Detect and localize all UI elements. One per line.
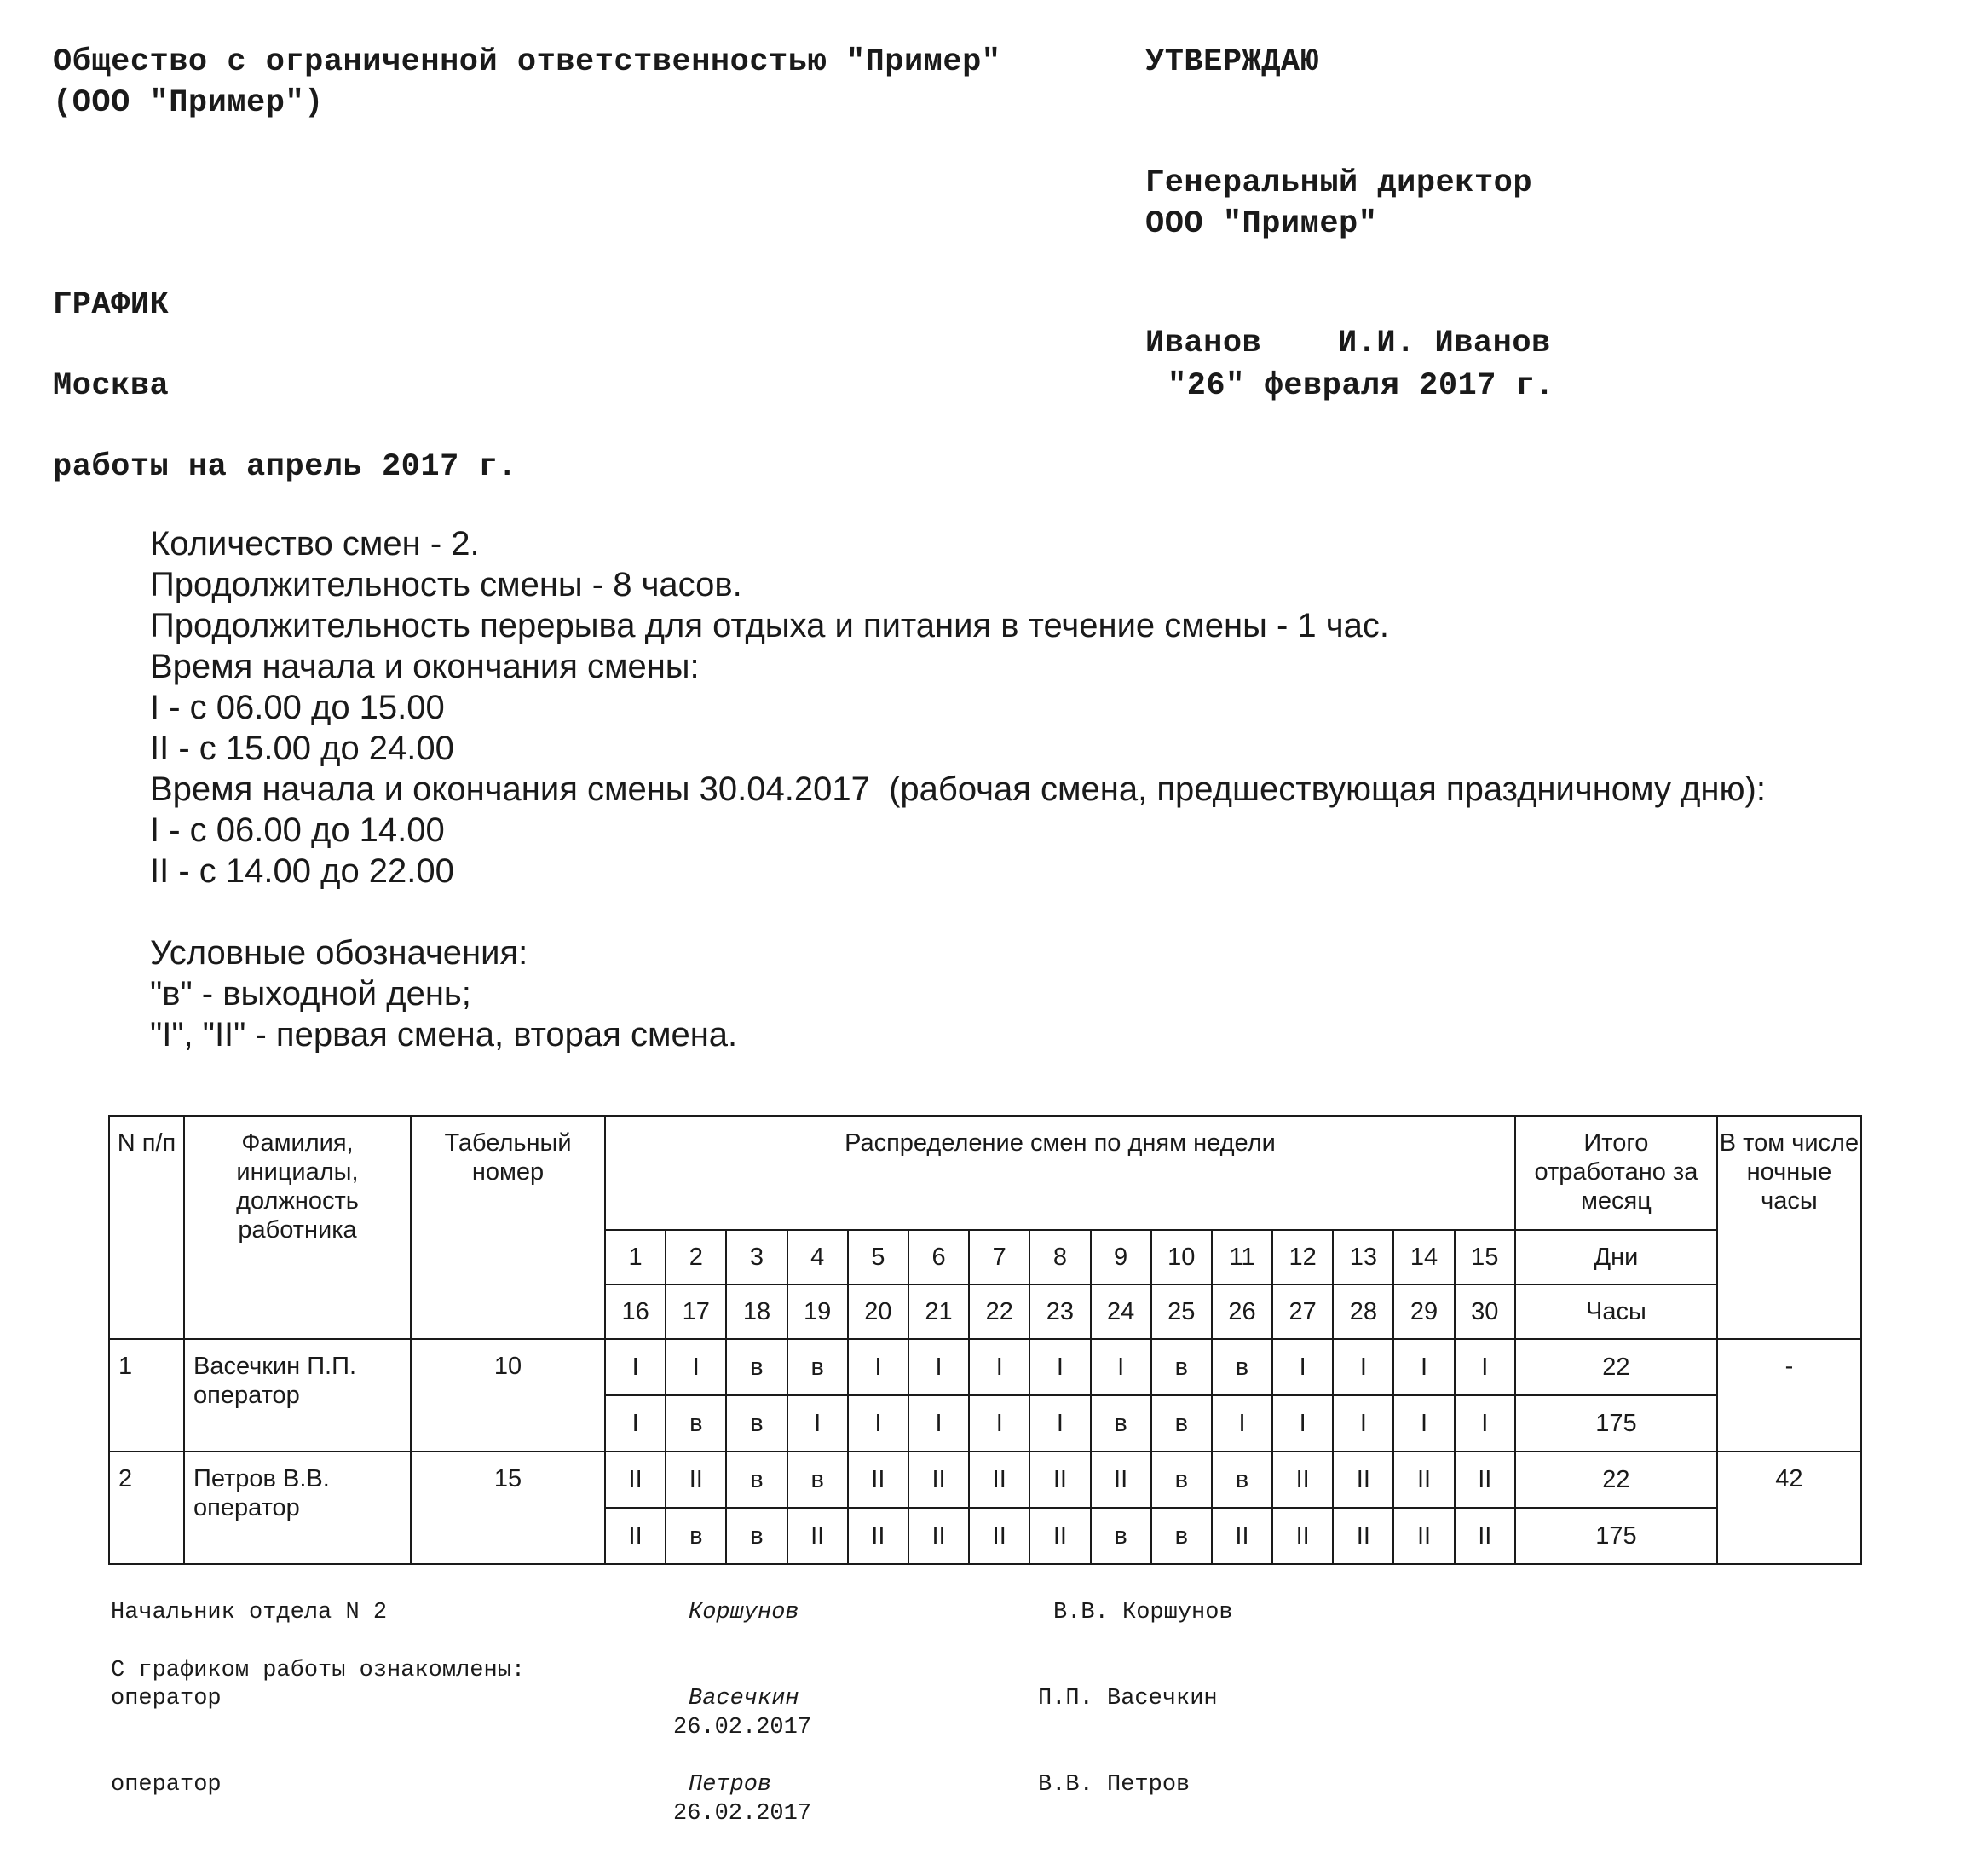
- day-number: 28: [1333, 1284, 1393, 1339]
- schedule-table: [108, 1115, 1862, 1565]
- day-number: 20: [848, 1284, 908, 1339]
- header-shift-distribution: Распределение смен по дням недели: [605, 1116, 1515, 1230]
- day-number: 18: [726, 1284, 787, 1339]
- day-number: 2: [666, 1230, 726, 1284]
- shift-cell: II: [1393, 1508, 1454, 1564]
- shift-cell: в: [726, 1395, 787, 1452]
- legend-day-off: "в" - выходной день;: [150, 975, 471, 1013]
- shift-cell: I: [1029, 1339, 1090, 1395]
- acquainted-title: С графиком работы ознакомлены:: [111, 1658, 526, 1683]
- row-employee: [184, 1452, 411, 1564]
- employee-name: Васечкин П.П.: [193, 1353, 357, 1380]
- shift-cell: в: [1212, 1339, 1272, 1395]
- row-night-hours: -: [1717, 1339, 1861, 1452]
- param-holiday-shift-1-time: I - с 06.00 до 14.00: [150, 811, 445, 849]
- shift-cell: I: [1455, 1339, 1515, 1395]
- shift-cell: в: [1151, 1508, 1212, 1564]
- shift-cell: II: [1029, 1508, 1090, 1564]
- day-number: 1: [605, 1230, 666, 1284]
- day-number: 27: [1272, 1284, 1333, 1339]
- row-days-total: 22: [1515, 1339, 1717, 1395]
- shift-cell: в: [1151, 1395, 1212, 1452]
- organization-name: Общество с ограниченной ответственностью "Пример": [53, 44, 1001, 80]
- day-number: 21: [908, 1284, 969, 1339]
- employee-date: 26.02.2017: [673, 1715, 812, 1740]
- day-number: 15: [1455, 1230, 1515, 1284]
- param-shift-duration: Продолжительность смены - 8 часов.: [150, 566, 742, 603]
- shift-cell: II: [1029, 1452, 1090, 1508]
- shift-cell: в: [787, 1452, 848, 1508]
- head-signature: Коршунов: [689, 1600, 799, 1625]
- shift-cell: I: [1029, 1395, 1090, 1452]
- shift-cell: I: [1272, 1395, 1333, 1452]
- param-shift-2-time: II - с 15.00 до 24.00: [150, 730, 454, 767]
- shift-cell: I: [605, 1339, 666, 1395]
- shift-cell: в: [726, 1339, 787, 1395]
- employee-date: 26.02.2017: [673, 1801, 812, 1827]
- shift-cell: II: [1393, 1452, 1454, 1508]
- shift-cell: I: [1393, 1339, 1454, 1395]
- shift-cell: I: [787, 1395, 848, 1452]
- approve-date: "26" февраля 2017 г.: [1167, 368, 1555, 404]
- day-number: 25: [1151, 1284, 1212, 1339]
- shift-cell: I: [1393, 1395, 1454, 1452]
- shift-cell: I: [1272, 1339, 1333, 1395]
- shift-cell: II: [1272, 1452, 1333, 1508]
- day-number: 24: [1091, 1284, 1151, 1339]
- document-subtitle: работы на апрель 2017 г.: [53, 449, 517, 485]
- employee-signature: Васечкин: [689, 1686, 799, 1711]
- shift-cell: в: [1212, 1452, 1272, 1508]
- param-shift-1-time: I - с 06.00 до 15.00: [150, 689, 445, 726]
- shift-cell: II: [1333, 1452, 1393, 1508]
- shift-cell: II: [1272, 1508, 1333, 1564]
- shift-cell: I: [1455, 1395, 1515, 1452]
- day-number: 9: [1091, 1230, 1151, 1284]
- day-number: 22: [969, 1284, 1029, 1339]
- shift-cell: I: [1212, 1395, 1272, 1452]
- label-hours: Часы: [1515, 1284, 1717, 1339]
- param-break-duration: Продолжительность перерыва для отдыха и питания в течение смены - 1 час.: [150, 607, 1389, 644]
- approve-stamp: УТВЕРЖДАЮ: [1145, 44, 1320, 80]
- shift-cell: в: [726, 1508, 787, 1564]
- row-employee: [184, 1339, 411, 1452]
- row-hours-total: 175: [1515, 1395, 1717, 1452]
- shift-cell: I: [605, 1395, 666, 1452]
- employee-name: П.П. Васечкин: [1038, 1686, 1218, 1711]
- shift-cell: в: [1091, 1508, 1151, 1564]
- shift-cell: II: [848, 1452, 908, 1508]
- day-number: 3: [726, 1230, 787, 1284]
- shift-cell: I: [908, 1339, 969, 1395]
- row-number: 2: [109, 1452, 184, 1564]
- day-number: 29: [1393, 1284, 1454, 1339]
- shift-cell: I: [1333, 1395, 1393, 1452]
- day-number: 7: [969, 1230, 1029, 1284]
- shift-cell: II: [1212, 1508, 1272, 1564]
- head-position: Начальник отдела N 2: [111, 1600, 388, 1625]
- row-tab-number: 15: [411, 1452, 605, 1564]
- day-number: 26: [1212, 1284, 1272, 1339]
- row-days-total: 22: [1515, 1452, 1717, 1508]
- shift-cell: в: [1091, 1395, 1151, 1452]
- header-tab-number: Табельный номер: [411, 1116, 605, 1339]
- header-employee: Фамилия, инициалы, должность работника: [184, 1116, 411, 1339]
- shift-cell: II: [1455, 1508, 1515, 1564]
- day-number: 8: [1029, 1230, 1090, 1284]
- director-signature: Иванов: [1145, 326, 1262, 361]
- organization-short-name: (ООО "Пример"): [53, 85, 324, 121]
- day-number: 5: [848, 1230, 908, 1284]
- day-number: 13: [1333, 1230, 1393, 1284]
- shift-cell: в: [787, 1339, 848, 1395]
- employee-name: Петров В.В.: [193, 1465, 330, 1492]
- day-number: 23: [1029, 1284, 1090, 1339]
- legend-title: Условные обозначения:: [150, 934, 528, 972]
- legend-shifts: "I", "II" - первая смена, вторая смена.: [150, 1016, 738, 1053]
- shift-cell: в: [1151, 1452, 1212, 1508]
- shift-cell: II: [969, 1452, 1029, 1508]
- day-number: 16: [605, 1284, 666, 1339]
- shift-cell: II: [908, 1452, 969, 1508]
- shift-cell: I: [969, 1395, 1029, 1452]
- row-hours-total: 175: [1515, 1508, 1717, 1564]
- header-number: N п/п: [109, 1116, 184, 1339]
- param-shift-count: Количество смен - 2.: [150, 525, 480, 563]
- label-days: Дни: [1515, 1230, 1717, 1284]
- employee-role: оператор: [193, 1494, 300, 1521]
- shift-cell: II: [666, 1452, 726, 1508]
- shift-cell: II: [848, 1508, 908, 1564]
- header-night-hours: В том числе ночные часы: [1717, 1116, 1861, 1339]
- shift-cell: в: [726, 1452, 787, 1508]
- director-name: И.И. Иванов: [1338, 326, 1551, 361]
- shift-cell: I: [1091, 1339, 1151, 1395]
- shift-cell: I: [969, 1339, 1029, 1395]
- day-number: 10: [1151, 1230, 1212, 1284]
- shift-cell: II: [605, 1508, 666, 1564]
- shift-cell: в: [666, 1508, 726, 1564]
- shift-cell: II: [1091, 1452, 1151, 1508]
- head-name: В.В. Коршунов: [1053, 1600, 1233, 1625]
- table-row: [109, 1339, 1861, 1395]
- day-number: 12: [1272, 1230, 1333, 1284]
- shift-cell: I: [848, 1339, 908, 1395]
- shift-cell: в: [1151, 1339, 1212, 1395]
- document-type: ГРАФИК: [53, 287, 170, 323]
- param-holiday-shift-2-time: II - с 14.00 до 22.00: [150, 852, 454, 890]
- shift-cell: II: [1455, 1452, 1515, 1508]
- employee-role: оператор: [111, 1686, 222, 1711]
- day-number: 14: [1393, 1230, 1454, 1284]
- param-shift-times-title: Время начала и окончания смены:: [150, 648, 700, 685]
- day-number: 17: [666, 1284, 726, 1339]
- day-number: 6: [908, 1230, 969, 1284]
- shift-cell: II: [787, 1508, 848, 1564]
- day-number: 4: [787, 1230, 848, 1284]
- shift-cell: II: [969, 1508, 1029, 1564]
- day-number: 30: [1455, 1284, 1515, 1339]
- row-tab-number: 10: [411, 1339, 605, 1452]
- employee-name: В.В. Петров: [1038, 1772, 1191, 1798]
- employee-signature: Петров: [689, 1772, 772, 1798]
- day-number: 11: [1212, 1230, 1272, 1284]
- row-night-hours: 42: [1717, 1452, 1861, 1564]
- document-city: Москва: [53, 368, 170, 404]
- employee-role: оператор: [193, 1382, 300, 1409]
- shift-parameters: [150, 523, 1766, 1055]
- shift-cell: в: [666, 1395, 726, 1452]
- shift-cell: II: [1333, 1508, 1393, 1564]
- director-company: ООО "Пример": [1145, 206, 1378, 242]
- day-number: 19: [787, 1284, 848, 1339]
- employee-role: оператор: [111, 1772, 222, 1798]
- param-holiday-shift-title: Время начала и окончания смены 30.04.2017 (рабочая смена, предшествующая праздничному дню):: [150, 771, 1766, 808]
- row-number: 1: [109, 1339, 184, 1452]
- shift-cell: I: [666, 1339, 726, 1395]
- header-month-total: Итого отработано за месяц: [1515, 1116, 1717, 1230]
- shift-cell: II: [605, 1452, 666, 1508]
- shift-cell: I: [848, 1395, 908, 1452]
- shift-cell: I: [908, 1395, 969, 1452]
- shift-cell: I: [1333, 1339, 1393, 1395]
- shift-cell: II: [908, 1508, 969, 1564]
- table-row: [109, 1452, 1861, 1508]
- director-position: Генеральный директор: [1145, 165, 1533, 201]
